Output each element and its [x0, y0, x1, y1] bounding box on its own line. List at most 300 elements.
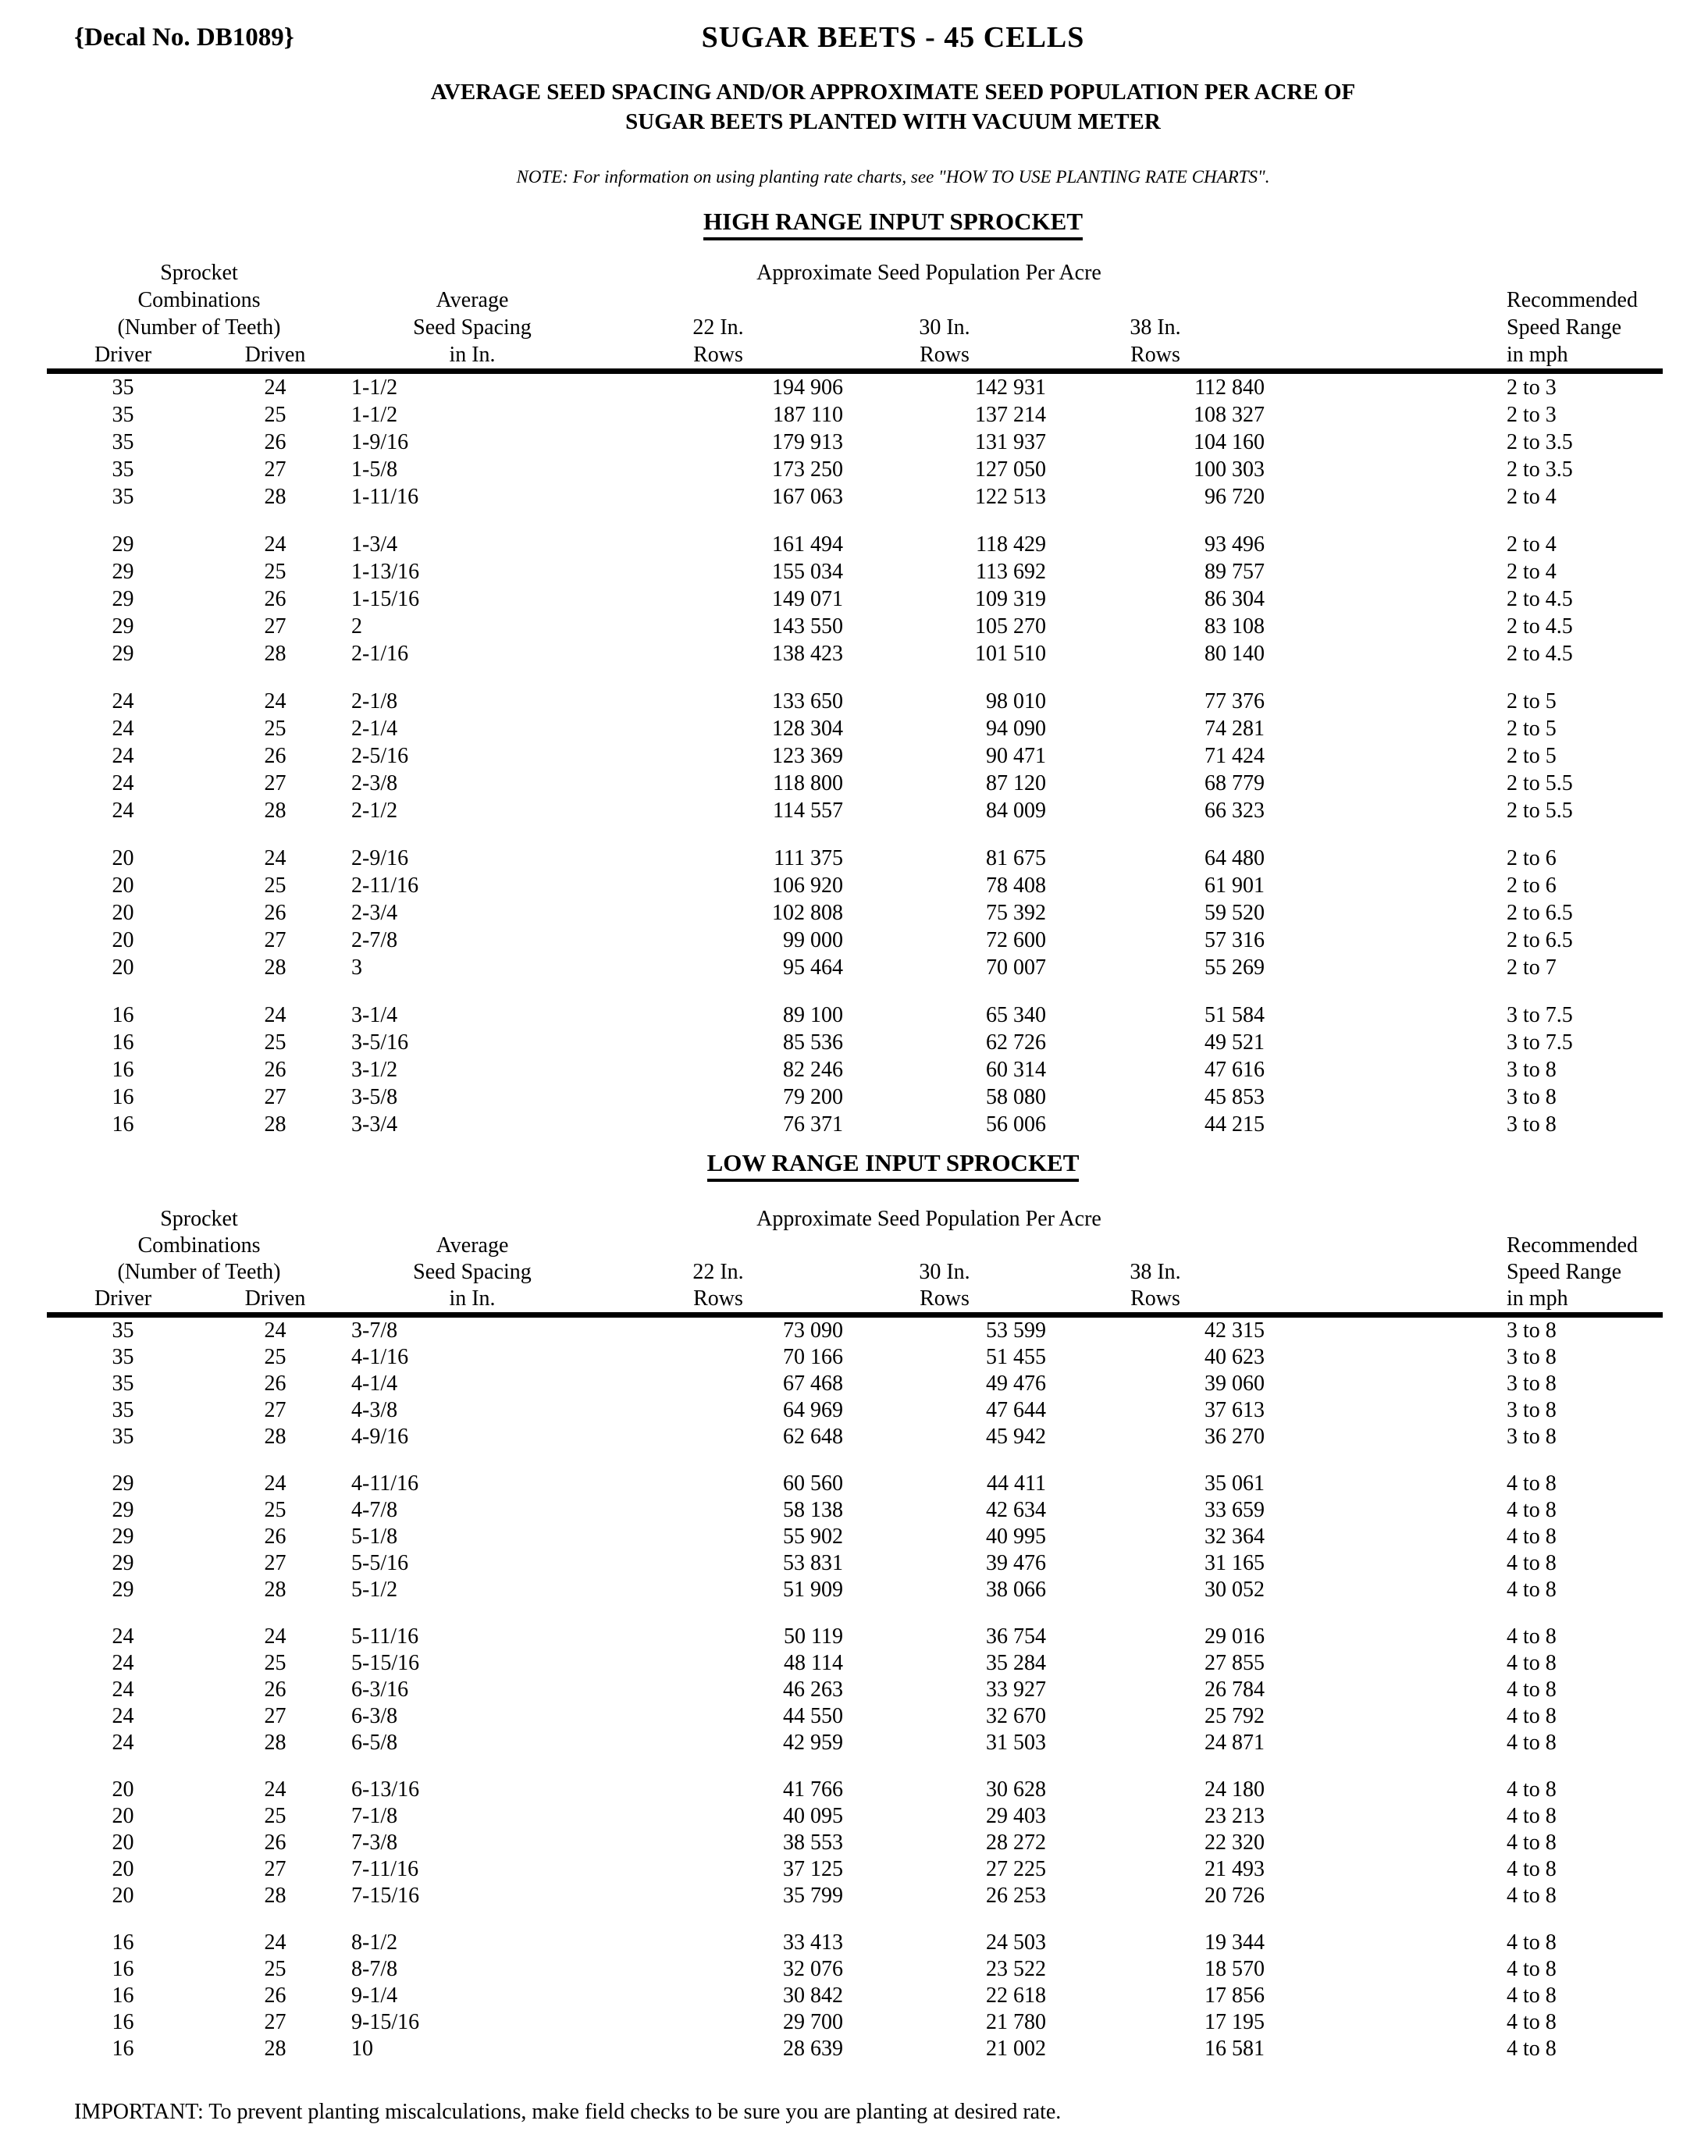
table-row — [47, 1111, 1663, 1138]
spacer-cell — [1265, 899, 1507, 927]
cell-driver: 24 — [112, 799, 134, 823]
spacer-cell — [1265, 1730, 1507, 1756]
cell-population-30in-rows: 30 628 — [986, 1777, 1046, 1802]
cell-population-22in-rows: 128 304 — [772, 717, 843, 741]
cell-driver: 20 — [112, 901, 134, 925]
cell-seed-spacing-in: 2-1/4 — [351, 717, 398, 741]
cell-population-38in-rows: 20 726 — [1204, 1884, 1265, 1908]
table-row — [47, 1524, 1663, 1550]
cell-population-22in-rows: 79 200 — [783, 1085, 843, 1109]
cell-driver: 20 — [112, 955, 134, 980]
cell-seed-spacing-in: 3-3/4 — [351, 1112, 398, 1137]
table-row — [47, 797, 1663, 824]
spacer-cell — [47, 1603, 1663, 1624]
table-row — [47, 845, 1663, 872]
cell-population-38in-rows: 49 521 — [1204, 1030, 1265, 1055]
cell-seed-spacing-in: 2-1/16 — [351, 642, 409, 666]
cell-seed-spacing-in: 1-5/8 — [351, 457, 398, 482]
cell-population-22in-rows: 32 076 — [783, 1957, 843, 1981]
cell-driven: 25 — [264, 1651, 286, 1675]
cell-driven: 27 — [264, 1085, 286, 1109]
spacer-cell — [1265, 1206, 1507, 1233]
cell-population-38in-rows: 57 316 — [1204, 928, 1265, 952]
cell-population-38in-rows: 39 060 — [1204, 1372, 1265, 1396]
cell-seed-spacing-in: 1-3/4 — [351, 532, 398, 557]
cell-population-38in-rows: 100 303 — [1194, 457, 1265, 482]
cell-speed-range-mph: 4 to 8 — [1507, 1957, 1557, 1981]
cell-population-22in-rows: 95 464 — [783, 955, 843, 980]
cell-driver: 35 — [112, 457, 134, 482]
cell-population-30in-rows: 87 120 — [986, 771, 1046, 795]
cell-driven: 28 — [264, 2037, 286, 2061]
table-row — [47, 1730, 1663, 1756]
spacer-cell — [1265, 1056, 1507, 1083]
spacer-cell — [1265, 797, 1507, 824]
table-row — [47, 1497, 1663, 1524]
cell-population-30in-rows: 122 513 — [975, 485, 1046, 509]
cell-seed-spacing-in: 4-7/8 — [351, 1498, 398, 1522]
cell-population-22in-rows: 33 413 — [783, 1930, 843, 1955]
cell-driver: 35 — [112, 485, 134, 509]
cell-population-22in-rows: 55 902 — [783, 1524, 843, 1549]
spacer-cell — [47, 1450, 1663, 1471]
spacer-cell — [1265, 259, 1507, 286]
cell-driven: 25 — [264, 1030, 286, 1055]
table-row — [47, 1315, 1663, 1345]
cell-seed-spacing-in: 2-9/16 — [351, 846, 409, 870]
cell-driver: 20 — [112, 873, 134, 898]
cell-population-38in-rows: 44 215 — [1204, 1112, 1265, 1137]
table-row — [47, 1803, 1663, 1830]
table-row — [47, 742, 1663, 770]
cell-seed-spacing-in: 2-1/2 — [351, 799, 398, 823]
cell-speed-range-mph: 4 to 8 — [1507, 1677, 1557, 1702]
cell-driver: 16 — [112, 1003, 134, 1027]
header-average: Average — [436, 288, 509, 312]
cell-speed-range-mph: 4 to 8 — [1507, 1471, 1557, 1496]
cell-population-22in-rows: 44 550 — [783, 1704, 843, 1728]
cell-population-22in-rows: 40 095 — [783, 1804, 843, 1828]
cell-seed-spacing-in: 7-11/16 — [351, 1857, 419, 1881]
header-seed-spacing: Seed Spacing — [413, 1260, 532, 1284]
low-range-table-body — [47, 1315, 1663, 2063]
cell-driver: 29 — [112, 614, 134, 639]
cell-population-38in-rows: 108 327 — [1194, 403, 1265, 427]
cell-seed-spacing-in: 2-7/8 — [351, 928, 398, 952]
cell-population-38in-rows: 27 855 — [1204, 1651, 1265, 1675]
cell-population-22in-rows: 46 263 — [783, 1677, 843, 1702]
cell-population-30in-rows: 42 634 — [986, 1498, 1046, 1522]
cell-seed-spacing-in: 10 — [351, 2037, 373, 2061]
cell-seed-spacing-in: 1-13/16 — [351, 560, 420, 584]
header-recommended: Recommended — [1507, 1233, 1638, 1258]
cell-population-22in-rows: 173 250 — [772, 457, 843, 482]
table-row — [47, 429, 1663, 456]
cell-seed-spacing-in: 1-11/16 — [351, 485, 419, 509]
cell-population-22in-rows: 60 560 — [783, 1471, 843, 1496]
high-range-section-title — [78, 208, 1708, 236]
table-row — [47, 1056, 1663, 1083]
cell-population-22in-rows: 111 375 — [774, 846, 843, 870]
table-row — [47, 1471, 1663, 1497]
cell-speed-range-mph: 2 to 6.5 — [1507, 928, 1573, 952]
cell-seed-spacing-in: 6-13/16 — [351, 1777, 420, 1802]
cell-population-30in-rows: 39 476 — [986, 1551, 1046, 1575]
cell-population-22in-rows: 67 468 — [783, 1372, 843, 1396]
cell-driven: 26 — [264, 1983, 286, 2008]
cell-seed-spacing-in: 2-3/8 — [351, 771, 398, 795]
table-row — [47, 1083, 1663, 1111]
cell-driver: 20 — [112, 928, 134, 952]
cell-driven: 26 — [264, 1524, 286, 1549]
cell-driven: 27 — [264, 771, 286, 795]
cell-driven: 27 — [264, 1551, 286, 1575]
cell-speed-range-mph: 3 to 8 — [1507, 1318, 1557, 1343]
cell-driver: 20 — [112, 1830, 134, 1855]
cell-population-22in-rows: 48 114 — [784, 1651, 843, 1675]
table-row — [47, 1397, 1663, 1424]
cell-population-30in-rows: 47 644 — [986, 1398, 1046, 1422]
cell-population-22in-rows: 133 650 — [772, 689, 843, 713]
group-gap — [47, 981, 1663, 1002]
cell-speed-range-mph: 2 to 3 — [1507, 403, 1557, 427]
cell-speed-range-mph: 2 to 5 — [1507, 689, 1557, 713]
cell-speed-range-mph: 3 to 8 — [1507, 1345, 1557, 1369]
spacer-cell — [1265, 585, 1507, 613]
cell-driven: 26 — [264, 1677, 286, 1702]
cell-seed-spacing-in: 7-15/16 — [351, 1884, 420, 1908]
cell-population-22in-rows: 37 125 — [783, 1857, 843, 1881]
cell-population-38in-rows: 66 323 — [1204, 799, 1265, 823]
cell-population-38in-rows: 17 195 — [1204, 2010, 1265, 2034]
cell-driver: 24 — [112, 717, 134, 741]
cell-speed-range-mph: 3 to 8 — [1507, 1425, 1557, 1449]
cell-population-38in-rows: 104 160 — [1194, 430, 1265, 454]
high-range-section-title-text: HIGH RANGE INPUT SPROCKET — [703, 208, 1083, 240]
cell-seed-spacing-in: 3-1/4 — [351, 1003, 398, 1027]
cell-speed-range-mph: 4 to 8 — [1507, 1777, 1557, 1802]
cell-population-38in-rows: 24 180 — [1204, 1777, 1265, 1802]
cell-driver: 16 — [112, 2010, 134, 2034]
cell-driven: 26 — [264, 1830, 286, 1855]
cell-driven: 27 — [264, 1857, 286, 1881]
cell-population-30in-rows: 75 392 — [986, 901, 1046, 925]
spacer-cell — [47, 667, 1663, 688]
table-row — [47, 688, 1663, 715]
cell-population-22in-rows: 58 138 — [783, 1498, 843, 1522]
spacer-cell — [351, 259, 593, 286]
spacer-cell — [1265, 1397, 1507, 1424]
cell-driven: 27 — [264, 1398, 286, 1422]
spacer-cell — [1265, 531, 1507, 558]
cell-driven: 24 — [264, 1930, 286, 1955]
cell-driver: 16 — [112, 1930, 134, 1955]
cell-driver: 24 — [112, 1651, 134, 1675]
cell-speed-range-mph: 2 to 3.5 — [1507, 430, 1573, 454]
spacer-cell — [1265, 1930, 1507, 1956]
group-gap — [47, 1756, 1663, 1777]
spacer-cell — [1265, 1830, 1507, 1856]
subtitle-line2: SUGAR BEETS PLANTED WITH VACUUM METER — [625, 109, 1161, 134]
cell-driven: 24 — [264, 1318, 286, 1343]
cell-driven: 26 — [264, 430, 286, 454]
cell-seed-spacing-in: 2-11/16 — [351, 873, 419, 898]
cell-seed-spacing-in: 5-1/8 — [351, 1524, 398, 1549]
table-row — [47, 613, 1663, 640]
cell-population-38in-rows: 40 623 — [1204, 1345, 1265, 1369]
cell-driver: 20 — [112, 1804, 134, 1828]
group-gap — [47, 1909, 1663, 1930]
cell-driven: 27 — [264, 928, 286, 952]
cell-population-22in-rows: 167 063 — [772, 485, 843, 509]
cell-driver: 29 — [112, 1471, 134, 1496]
spacer-cell — [1265, 742, 1507, 770]
spacer-cell — [47, 1909, 1663, 1930]
cell-population-38in-rows: 45 853 — [1204, 1085, 1265, 1109]
cell-driven: 27 — [264, 1704, 286, 1728]
cell-population-38in-rows: 71 424 — [1204, 744, 1265, 768]
cell-driven: 25 — [264, 1345, 286, 1369]
table-row — [47, 640, 1663, 667]
table-row — [47, 899, 1663, 927]
table-row — [47, 715, 1663, 742]
cell-driven: 25 — [264, 403, 286, 427]
table-row — [47, 1677, 1663, 1703]
cell-seed-spacing-in: 7-3/8 — [351, 1830, 398, 1855]
note-text: NOTE: For information on using planting rate charts, see "HOW TO USE PLANTING RATE CHARTS". — [516, 167, 1270, 187]
header-row — [47, 1233, 1663, 1259]
spacer-cell — [351, 1206, 593, 1233]
cell-population-22in-rows: 89 100 — [783, 1003, 843, 1027]
cell-population-38in-rows: 30 052 — [1204, 1578, 1265, 1602]
cell-seed-spacing-in: 3-7/8 — [351, 1318, 398, 1343]
spacer-cell — [1265, 1677, 1507, 1703]
cell-population-38in-rows: 68 779 — [1204, 771, 1265, 795]
table-row — [47, 531, 1663, 558]
cell-population-38in-rows: 22 320 — [1204, 1830, 1265, 1855]
cell-population-30in-rows: 78 408 — [986, 873, 1046, 898]
cell-population-30in-rows: 94 090 — [986, 717, 1046, 741]
cell-driven: 25 — [264, 1804, 286, 1828]
header-seed-spacing: Seed Spacing — [413, 315, 532, 340]
cell-driver: 24 — [112, 744, 134, 768]
cell-population-38in-rows: 80 140 — [1204, 642, 1265, 666]
cell-population-22in-rows: 194 906 — [772, 375, 843, 400]
cell-seed-spacing-in: 4-1/4 — [351, 1372, 398, 1396]
cell-speed-range-mph: 3 to 8 — [1507, 1112, 1557, 1137]
cell-population-22in-rows: 51 909 — [783, 1578, 843, 1602]
cell-population-22in-rows: 123 369 — [772, 744, 843, 768]
spacer-cell — [1265, 640, 1507, 667]
cell-population-38in-rows: 32 364 — [1204, 1524, 1265, 1549]
cell-seed-spacing-in: 1-1/2 — [351, 403, 398, 427]
cell-seed-spacing-in: 2-3/4 — [351, 901, 398, 925]
cell-driven: 28 — [264, 1578, 286, 1602]
cell-driven: 26 — [264, 1372, 286, 1396]
header-row — [47, 1206, 1663, 1233]
group-gap — [47, 667, 1663, 688]
cell-seed-spacing-in: 1-15/16 — [351, 587, 420, 611]
cell-speed-range-mph: 4 to 8 — [1507, 1983, 1557, 2008]
cell-speed-range-mph: 4 to 8 — [1507, 2010, 1557, 2034]
cell-population-38in-rows: 96 720 — [1204, 485, 1265, 509]
cell-driven: 26 — [264, 1058, 286, 1082]
cell-population-30in-rows: 81 675 — [986, 846, 1046, 870]
cell-population-30in-rows: 98 010 — [986, 689, 1046, 713]
cell-population-30in-rows: 31 503 — [986, 1731, 1046, 1755]
cell-driven: 24 — [264, 375, 286, 400]
cell-population-30in-rows: 53 599 — [986, 1318, 1046, 1343]
spacer-cell — [1265, 872, 1507, 899]
header-22in: 22 In. — [692, 1260, 744, 1284]
cell-speed-range-mph: 4 to 8 — [1507, 1930, 1557, 1955]
cell-population-22in-rows: 82 246 — [783, 1058, 843, 1082]
header-rows-38: Rows — [1046, 1286, 1265, 1315]
important-note: IMPORTANT: To prevent planting miscalculations, make field checks to be sure you are planting at desired rate. — [74, 2100, 1062, 2124]
spacer-cell — [1265, 1956, 1507, 1983]
cell-driven: 28 — [264, 955, 286, 980]
cell-speed-range-mph: 4 to 8 — [1507, 1804, 1557, 1828]
cell-population-22in-rows: 155 034 — [772, 560, 843, 584]
cell-driver: 20 — [112, 1777, 134, 1802]
spacer-cell — [1265, 1577, 1507, 1603]
cell-driver: 29 — [112, 642, 134, 666]
cell-speed-range-mph: 2 to 4.5 — [1507, 642, 1573, 666]
header-22in: 22 In. — [692, 315, 744, 340]
spacer-cell — [1265, 1856, 1507, 1883]
cell-population-22in-rows: 118 800 — [773, 771, 843, 795]
spacer-cell — [1265, 483, 1507, 511]
cell-population-30in-rows: 51 455 — [986, 1345, 1046, 1369]
spacer-cell — [1265, 1259, 1507, 1286]
spacer-cell — [1265, 456, 1507, 483]
cell-driver: 35 — [112, 403, 134, 427]
cell-seed-spacing-in: 3-5/16 — [351, 1030, 409, 1055]
cell-population-38in-rows: 59 520 — [1204, 901, 1265, 925]
cell-driven: 27 — [264, 2010, 286, 2034]
cell-population-22in-rows: 30 842 — [783, 1983, 843, 2008]
cell-population-30in-rows: 49 476 — [986, 1372, 1046, 1396]
cell-population-22in-rows: 76 371 — [783, 1112, 843, 1137]
header-row — [47, 314, 1663, 341]
spacer-cell — [1265, 1497, 1507, 1524]
high-range-table-header — [47, 259, 1663, 372]
cell-population-38in-rows: 36 270 — [1204, 1425, 1265, 1449]
cell-speed-range-mph: 2 to 7 — [1507, 955, 1557, 980]
cell-driven: 25 — [264, 873, 286, 898]
cell-population-38in-rows: 17 856 — [1204, 1983, 1265, 2008]
cell-population-22in-rows: 143 550 — [772, 614, 843, 639]
group-gap — [47, 824, 1663, 845]
spacer-cell — [1265, 1424, 1507, 1450]
cell-seed-spacing-in: 7-1/8 — [351, 1804, 398, 1828]
cell-population-38in-rows: 55 269 — [1204, 955, 1265, 980]
header-30in: 30 In. — [919, 1260, 970, 1284]
table-row — [47, 2009, 1663, 2036]
spacer-cell — [47, 1756, 1663, 1777]
header-sprocket: Sprocket — [160, 1207, 238, 1231]
spacer-cell — [1265, 341, 1507, 372]
cell-population-22in-rows: 41 766 — [783, 1777, 843, 1802]
spacer-cell — [1265, 1002, 1507, 1029]
cell-speed-range-mph: 2 to 5.5 — [1507, 799, 1573, 823]
spacer-cell — [1265, 2036, 1507, 2062]
cell-driven: 25 — [264, 1498, 286, 1522]
header-rows-30: Rows — [843, 1286, 1046, 1315]
cell-population-38in-rows: 16 581 — [1204, 2037, 1265, 2061]
cell-population-38in-rows: 31 165 — [1204, 1551, 1265, 1575]
cell-population-30in-rows: 23 522 — [986, 1957, 1046, 1981]
cell-driver: 29 — [112, 1524, 134, 1549]
spacer-cell — [1265, 688, 1507, 715]
spacer-cell — [1265, 314, 1507, 341]
table-row — [47, 401, 1663, 429]
cell-population-30in-rows: 35 284 — [986, 1651, 1046, 1675]
cell-speed-range-mph: 4 to 8 — [1507, 2037, 1557, 2061]
cell-population-22in-rows: 85 536 — [783, 1030, 843, 1055]
spacer-cell — [1265, 1703, 1507, 1730]
cell-population-38in-rows: 47 616 — [1204, 1058, 1265, 1082]
spacer-cell — [1265, 1883, 1507, 1909]
cell-seed-spacing-in: 9-15/16 — [351, 2010, 420, 2034]
cell-driver: 16 — [112, 1957, 134, 1981]
cell-population-30in-rows: 44 411 — [987, 1471, 1046, 1496]
cell-seed-spacing-in: 2-5/16 — [351, 744, 409, 768]
cell-speed-range-mph: 2 to 4 — [1507, 532, 1557, 557]
table-row — [47, 1856, 1663, 1883]
table-row — [47, 954, 1663, 981]
cell-population-38in-rows: 18 570 — [1204, 1957, 1265, 1981]
cell-population-30in-rows: 60 314 — [986, 1058, 1046, 1082]
header-38in: 38 In. — [1130, 1260, 1181, 1284]
spacer-cell — [1265, 1524, 1507, 1550]
header-combinations: Combinations — [137, 288, 261, 312]
cell-population-30in-rows: 70 007 — [986, 955, 1046, 980]
cell-population-22in-rows: 138 423 — [772, 642, 843, 666]
cell-driven: 26 — [264, 587, 286, 611]
header-in-mph: in mph — [1507, 1286, 1663, 1315]
cell-driver: 24 — [112, 1704, 134, 1728]
cell-driver: 24 — [112, 771, 134, 795]
cell-population-38in-rows: 86 304 — [1204, 587, 1265, 611]
cell-driver: 29 — [112, 560, 134, 584]
cell-population-38in-rows: 25 792 — [1204, 1704, 1265, 1728]
table-row — [47, 1344, 1663, 1371]
table-row — [47, 1983, 1663, 2009]
cell-population-30in-rows: 118 429 — [976, 532, 1046, 557]
cell-population-30in-rows: 27 225 — [986, 1857, 1046, 1881]
cell-population-30in-rows: 24 503 — [986, 1930, 1046, 1955]
cell-population-30in-rows: 105 270 — [975, 614, 1046, 639]
cell-driver: 24 — [112, 1731, 134, 1755]
cell-population-22in-rows: 50 119 — [784, 1624, 843, 1649]
cell-seed-spacing-in: 5-11/16 — [351, 1624, 419, 1649]
table-row — [47, 1002, 1663, 1029]
cell-population-30in-rows: 90 471 — [986, 744, 1046, 768]
table-row — [47, 1703, 1663, 1730]
header-row — [47, 286, 1663, 314]
spacer-cell — [47, 981, 1663, 1002]
spacer-cell — [1265, 1777, 1507, 1803]
cell-driver: 16 — [112, 1058, 134, 1082]
cell-driven: 28 — [264, 1884, 286, 1908]
cell-population-22in-rows: 28 639 — [783, 2037, 843, 2061]
cell-population-38in-rows: 19 344 — [1204, 1930, 1265, 1955]
header-speed-range: Speed Range — [1507, 315, 1621, 340]
cell-population-22in-rows: 102 808 — [772, 901, 843, 925]
cell-driver: 16 — [112, 2037, 134, 2061]
cell-population-38in-rows: 42 315 — [1204, 1318, 1265, 1343]
